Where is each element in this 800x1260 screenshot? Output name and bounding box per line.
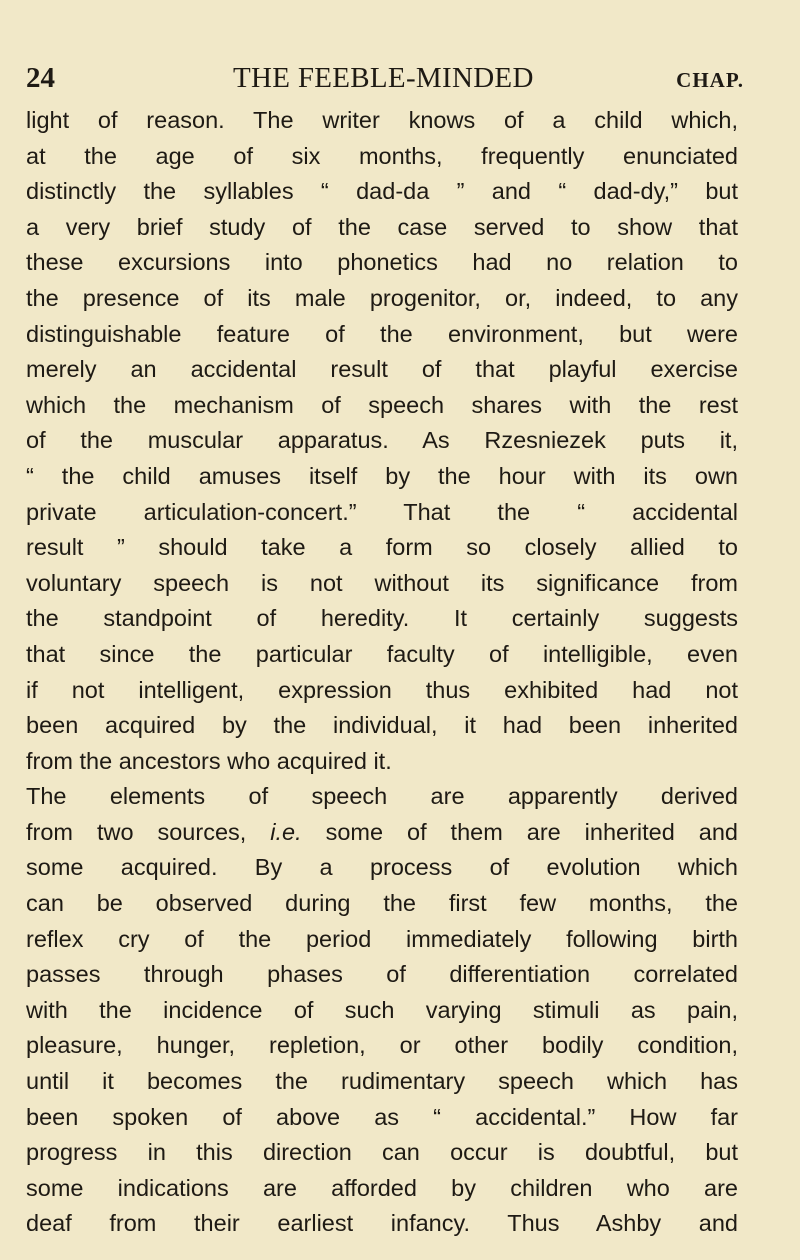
text-line: been spoken of above as “ accidental.” How far	[26, 1103, 738, 1130]
text-line: a very brief study of the case served to show that	[26, 213, 738, 240]
paragraph-last-line: from the ancestors who acquired it.	[26, 747, 392, 774]
text-line: progress in this direction can occur is doubtful, but	[26, 1139, 738, 1166]
text-line: result ” should take a form so closely allied to	[26, 534, 738, 561]
text-line: can be observed during the first few months, the	[26, 890, 738, 917]
text-line: distinctly the syllables “ dad-da ” and “ dad-dy,” but	[26, 178, 738, 205]
page-header	[26, 58, 744, 98]
text-line: reflex cry of the period immediately following birth	[26, 925, 738, 952]
text-line: at the age of six months, frequently enunciated	[26, 142, 738, 169]
text-line: private articulation-concert.” That the “ accidental	[26, 498, 738, 525]
text-line: pleasure, hunger, repletion, or other bodily condition,	[26, 1032, 738, 1059]
text-line: from two sources, i.e. some of them are inherited and	[26, 818, 738, 845]
text-line: some indications are afforded by children who are	[26, 1174, 738, 1201]
text-line: the presence of its male progenitor, or, indeed, to any	[26, 284, 738, 311]
body-text	[26, 103, 738, 1242]
text-line: of the muscular apparatus. As Rzesniezek puts it,	[26, 427, 738, 454]
text-line: with the incidence of such varying stimuli as pain,	[26, 996, 738, 1023]
running-head-title: THE FEEBLE-MINDED	[233, 62, 534, 94]
text-line: that since the particular faculty of intelligible, even	[26, 640, 738, 667]
paragraph-first-line: The elements of speech are apparently derived	[26, 783, 738, 810]
text-line: if not intelligent, expression thus exhibited had not	[26, 676, 738, 703]
text-line: deaf from their earliest infancy. Thus Ashby and	[26, 1210, 738, 1237]
page-number: 24	[26, 62, 55, 94]
text-line: merely an accidental result of that playful exercise	[26, 356, 738, 383]
text-line: until it becomes the rudimentary speech which has	[26, 1068, 738, 1095]
text-line: which the mechanism of speech shares with the rest	[26, 391, 738, 418]
text-line: the standpoint of heredity. It certainly suggests	[26, 605, 738, 632]
text-line: voluntary speech is not without its significance from	[26, 569, 738, 596]
text-line: “ the child amuses itself by the hour with its own	[26, 462, 738, 489]
text-line: some acquired. By a process of evolution which	[26, 854, 738, 881]
text-line: these excursions into phonetics had no relation to	[26, 249, 738, 276]
chapter-label: CHAP.	[676, 68, 744, 92]
text-line: distinguishable feature of the environment, but were	[26, 320, 738, 347]
text-line: light of reason. The writer knows of a child which,	[26, 107, 738, 133]
text-line: passes through phases of differentiation correlated	[26, 961, 738, 988]
text-line: been acquired by the individual, it had been inherited	[26, 712, 738, 739]
